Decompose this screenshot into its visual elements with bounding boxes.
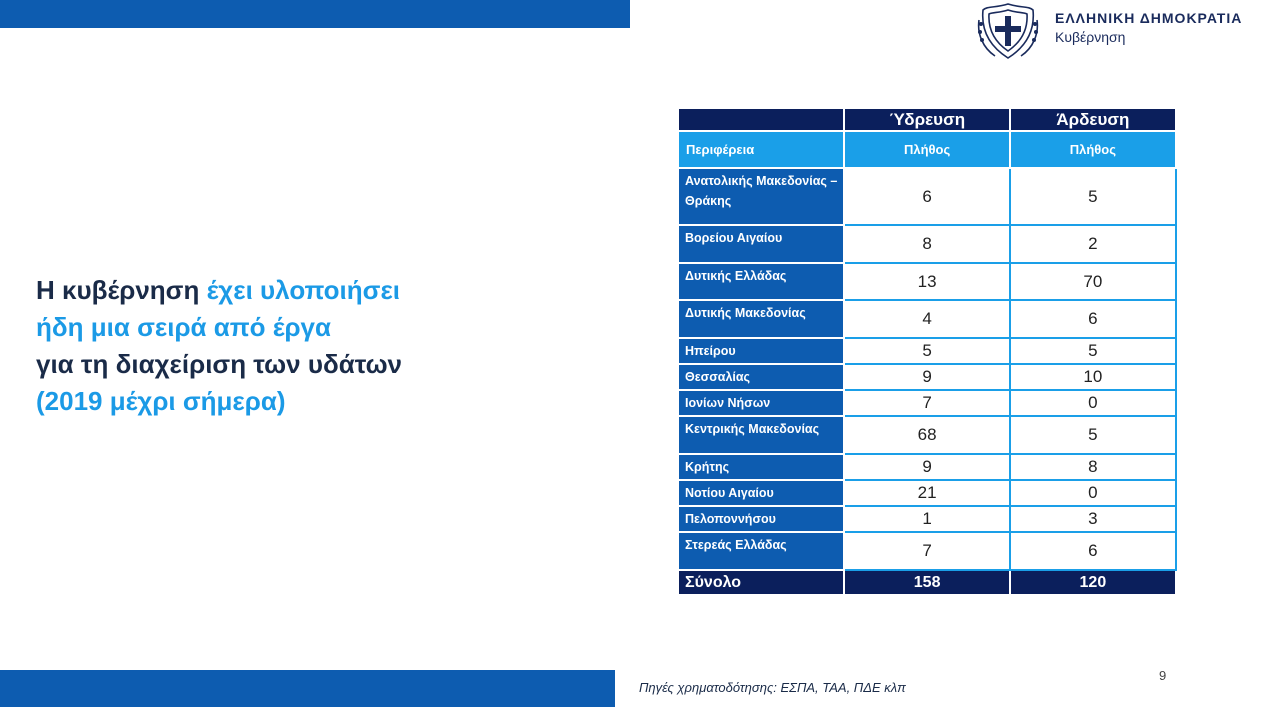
table-cell-region: Βορείου Αιγαίου xyxy=(678,225,844,263)
table-row xyxy=(678,225,1176,263)
table-cell-irrigation: 2 xyxy=(1010,225,1176,263)
table-cell-irrigation: 8 xyxy=(1010,454,1176,480)
table-cell-irrigation: 10 xyxy=(1010,364,1176,390)
table-row xyxy=(678,300,1176,338)
table-cell-region: Ιονίων Νήσων xyxy=(678,390,844,416)
headline-line-1-highlight: έχει υλοποιήσει xyxy=(206,275,401,305)
table-total-water-supply: 158 xyxy=(844,570,1009,595)
table-row xyxy=(678,416,1176,454)
government-label: Κυβέρνηση xyxy=(1055,29,1126,45)
greek-coat-of-arms-icon xyxy=(975,0,1041,62)
government-logo xyxy=(975,0,1242,62)
table-cell-irrigation: 70 xyxy=(1010,263,1176,300)
table-header-water-supply: Ύδρευση xyxy=(844,108,1009,131)
funding-sources-note: Πηγές χρηματοδότησης: ΕΣΠΑ, ΤΑΑ, ΠΔΕ κλπ xyxy=(639,680,906,695)
table-cell-water-supply: 9 xyxy=(844,454,1009,480)
table-cell-irrigation: 0 xyxy=(1010,480,1176,506)
table-subheader-row xyxy=(678,131,1176,168)
table-row xyxy=(678,390,1176,416)
table-cell-water-supply: 7 xyxy=(844,390,1009,416)
table-total-label: Σύνολο xyxy=(678,570,844,595)
table-cell-irrigation: 5 xyxy=(1010,416,1176,454)
headline xyxy=(36,272,402,420)
table-subheader-region: Περιφέρεια xyxy=(678,131,844,168)
table-cell-water-supply: 13 xyxy=(844,263,1009,300)
headline-line-4: (2019 μέχρι σήμερα) xyxy=(36,386,286,416)
logo-text xyxy=(1055,10,1242,45)
headline-line-2: ήδη μια σειρά από έργα xyxy=(36,312,331,342)
table-total-row xyxy=(678,570,1176,595)
table-row xyxy=(678,454,1176,480)
table-header-irrigation: Άρδευση xyxy=(1010,108,1176,131)
table-cell-region: Στερεάς Ελλάδας xyxy=(678,532,844,570)
top-decorative-bar xyxy=(0,0,630,28)
table-cell-irrigation: 5 xyxy=(1010,338,1176,364)
page-number: 9 xyxy=(1159,668,1167,683)
table-header-row xyxy=(678,108,1176,131)
table-cell-region: Νοτίου Αιγαίου xyxy=(678,480,844,506)
table-row xyxy=(678,168,1176,225)
table-cell-irrigation: 5 xyxy=(1010,168,1176,225)
table-cell-water-supply: 6 xyxy=(844,168,1009,225)
table-row xyxy=(678,263,1176,300)
table-header-empty xyxy=(678,108,844,131)
table-subheader-count-water: Πλήθος xyxy=(844,131,1009,168)
table-cell-region: Δυτικής Μακεδονίας xyxy=(678,300,844,338)
table-cell-irrigation: 6 xyxy=(1010,300,1176,338)
table-cell-region: Ηπείρου xyxy=(678,338,844,364)
table-subheader-count-irrigation: Πλήθος xyxy=(1010,131,1176,168)
headline-line-3: για τη διαχείριση των υδάτων xyxy=(36,349,403,379)
republic-label: ΕΛΛΗΝΙΚΗ ΔΗΜΟΚΡΑΤΙΑ xyxy=(1055,10,1243,26)
table-cell-irrigation: 6 xyxy=(1010,532,1176,570)
bottom-decorative-bar xyxy=(0,670,615,707)
table-row xyxy=(678,532,1176,570)
table-cell-irrigation: 3 xyxy=(1010,506,1176,532)
table-cell-water-supply: 68 xyxy=(844,416,1009,454)
projects-table xyxy=(677,107,1177,596)
headline-line-1 xyxy=(36,272,402,309)
table-cell-water-supply: 1 xyxy=(844,506,1009,532)
headline-line-1-dark: Η κυβέρνηση xyxy=(36,275,207,305)
table-cell-water-supply: 4 xyxy=(844,300,1009,338)
table-total-irrigation: 120 xyxy=(1010,570,1176,595)
table-cell-region: Δυτικής Ελλάδας xyxy=(678,263,844,300)
table-cell-region: Κρήτης xyxy=(678,454,844,480)
table-row xyxy=(678,364,1176,390)
table-cell-region: Θεσσαλίας xyxy=(678,364,844,390)
table-cell-water-supply: 8 xyxy=(844,225,1009,263)
table-row xyxy=(678,506,1176,532)
table-row xyxy=(678,338,1176,364)
table-cell-water-supply: 7 xyxy=(844,532,1009,570)
table-cell-region: Κεντρικής Μακεδονίας xyxy=(678,416,844,454)
table-cell-region: Ανατολικής Μακεδονίας – Θράκης xyxy=(678,168,844,225)
table-cell-water-supply: 9 xyxy=(844,364,1009,390)
table-cell-water-supply: 21 xyxy=(844,480,1009,506)
table-cell-water-supply: 5 xyxy=(844,338,1009,364)
table-cell-region: Πελοποννήσου xyxy=(678,506,844,532)
table-row xyxy=(678,480,1176,506)
table-cell-irrigation: 0 xyxy=(1010,390,1176,416)
